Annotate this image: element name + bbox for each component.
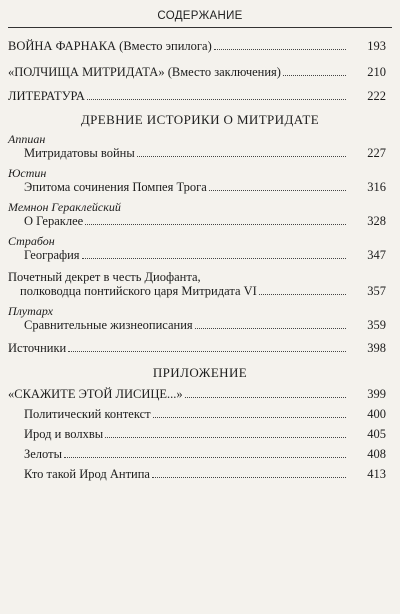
- entry-title: Зелоты: [24, 447, 62, 461]
- entry-title: О Гераклее: [24, 214, 84, 228]
- dot-leader: [259, 294, 346, 295]
- toc-entry-parallel-lives[interactable]: [24, 318, 386, 332]
- dot-leader: [137, 156, 346, 157]
- toc-entry-hordes[interactable]: [8, 65, 386, 79]
- running-head: СОДЕРЖАНИЕ: [157, 10, 243, 22]
- page-number: 328: [367, 214, 386, 228]
- page-number: 405: [367, 427, 386, 441]
- dot-leader: [68, 351, 346, 352]
- dot-leader: [105, 437, 346, 438]
- page-number: 398: [367, 341, 386, 355]
- entry-title: Политический контекст: [24, 407, 151, 421]
- author-memnon: Мемнон Гераклейский: [8, 200, 121, 214]
- toc-entry-geography[interactable]: [24, 248, 386, 262]
- page-number: 400: [367, 407, 386, 421]
- dot-leader: [64, 457, 346, 458]
- entry-title: Ирод и волхвы: [24, 427, 104, 441]
- dot-leader: [214, 49, 346, 50]
- toc-entry-heraclea[interactable]: [24, 214, 386, 228]
- entry-title: Кто такой Ирод Антипа: [24, 467, 150, 481]
- toc-entry-zealots[interactable]: [24, 447, 386, 461]
- toc-entry-tell-that-fox[interactable]: [8, 387, 386, 401]
- dot-leader: [209, 190, 346, 191]
- author-appian: Аппиан: [8, 132, 46, 146]
- entry-title: География: [24, 248, 80, 262]
- dot-leader: [153, 417, 346, 418]
- entry-title: «СКАЖИТЕ ЭТОЙ ЛИСИЦЕ...»: [8, 387, 183, 401]
- dot-leader: [87, 99, 346, 100]
- page-number: 316: [367, 180, 386, 194]
- toc-entry-epitome[interactable]: [24, 180, 386, 194]
- page-number: 222: [367, 89, 386, 103]
- dot-leader: [152, 477, 346, 478]
- page-number: 408: [367, 447, 386, 461]
- entry-title: ВОЙНА ФАРНАКА (Вместо эпилога): [8, 39, 212, 53]
- dot-leader: [195, 328, 346, 329]
- entry-title: Сравнительные жизнеописания: [24, 318, 193, 332]
- dot-leader: [185, 397, 346, 398]
- author-justin: Юстин: [8, 166, 47, 180]
- entry-title-line1: Почетный декрет в честь Диофанта,: [8, 270, 201, 284]
- toc-entry-mithridatic-wars[interactable]: [24, 146, 386, 160]
- entry-title: Источники: [8, 341, 67, 355]
- page-number: 413: [367, 467, 386, 481]
- entry-title-line2: полководца понтийского царя Митридата VI: [20, 284, 257, 298]
- entry-title: ЛИТЕРАТУРА: [8, 89, 85, 103]
- toc-entry-herod-magi[interactable]: [24, 427, 386, 441]
- page-number: 399: [367, 387, 386, 401]
- header-rule: [8, 27, 392, 28]
- author-plutarch: Плутарх: [8, 304, 53, 318]
- entry-title: «ПОЛЧИЩА МИТРИДАТА» (Вместо заключения): [8, 65, 281, 79]
- section-heading-appendix: ПРИЛОЖЕНИЕ: [152, 365, 248, 380]
- toc-entry-diophantus-decree[interactable]: [8, 270, 386, 298]
- dot-leader: [283, 75, 346, 76]
- author-strabo: Страбон: [8, 234, 55, 248]
- toc-entry-literature[interactable]: [8, 89, 386, 103]
- toc: [0, 39, 400, 481]
- entry-title: Эпитома сочинения Помпея Трога: [24, 180, 207, 194]
- page-number: 210: [367, 65, 386, 79]
- toc-entry-political-context[interactable]: [24, 407, 386, 421]
- section-heading-ancient: ДРЕВНИЕ ИСТОРИКИ О МИТРИДАТЕ: [80, 112, 320, 127]
- toc-entry-pharnaces[interactable]: [8, 39, 386, 53]
- page-number: 357: [367, 284, 386, 298]
- page-number: 347: [367, 248, 386, 262]
- entry-title: Митридатовы войны: [24, 146, 135, 160]
- dot-leader: [85, 224, 346, 225]
- page-number: 359: [367, 318, 386, 332]
- toc-entry-sources[interactable]: [8, 341, 386, 355]
- page-number: 227: [367, 146, 386, 160]
- dot-leader: [82, 258, 346, 259]
- page-number: 193: [367, 39, 386, 53]
- toc-entry-herod-antipas[interactable]: [24, 467, 386, 481]
